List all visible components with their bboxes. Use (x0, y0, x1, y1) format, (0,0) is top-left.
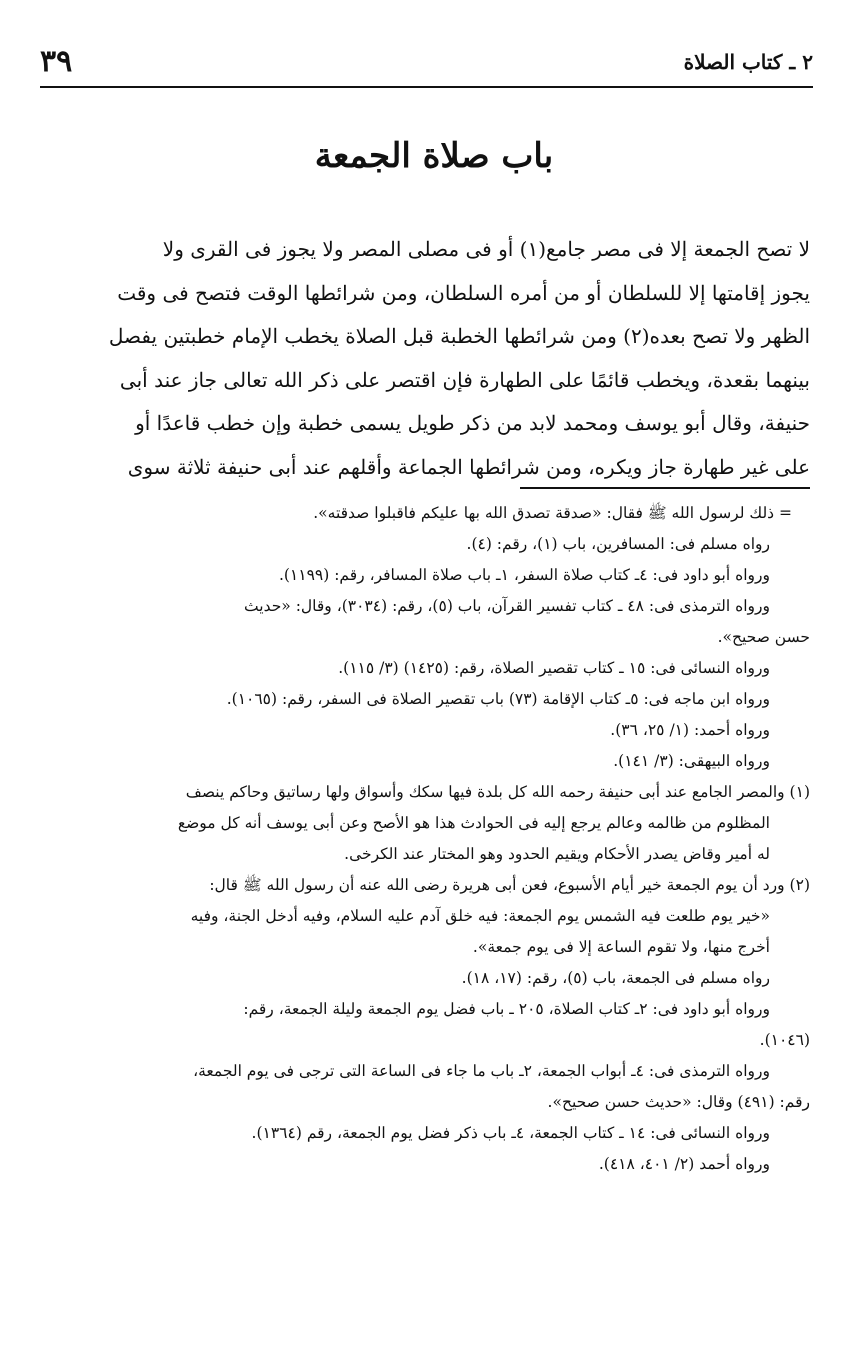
running-head: ٢ ـ كتاب الصلاة (683, 50, 813, 74)
footnote-line: رقم: (٤٩١) وقال: «حديث حسن صحيح». (547, 1093, 810, 1111)
footnote-line: ورواه أبو داود فى: ٤ـ كتاب صلاة السفر، ١ـ باب صلاة المسافر، رقم: (١١٩٩). (278, 566, 770, 584)
footnote-line: = ذلك لرسول الله ﷺ فقال: «صدقة تصدق الله بها عليكم فاقبلوا صدقته». (313, 504, 792, 522)
footnote-line: حسن صحيح». (717, 628, 810, 646)
body-line: لا تصح الجمعة إلا فى مصر جامع(١) أو فى مصلى المصر ولا يجوز فى القرى ولا (162, 237, 810, 261)
footnotes (50, 498, 810, 1180)
page-number: ٣٩ (40, 44, 73, 79)
footnote-line: ورواه أحمد: (١/ ٢٥، ٣٦). (610, 721, 770, 739)
chapter-title: باب صلاة الجمعة (314, 136, 554, 176)
footnote-line: رواه مسلم فى: المسافرين، باب (١)، رقم: (٤). (466, 535, 770, 553)
main-text (50, 228, 810, 490)
footnote-line: ورواه أحمد (٢/ ٤٠١، ٤١٨). (598, 1155, 770, 1173)
footnote-line: «خير يوم طلعت فيه الشمس يوم الجمعة: فيه خلق آدم عليه السلام، وفيه أدخل الجنة، وفيه (190, 907, 770, 925)
footnote-line: ورواه الترمذى فى: ٤ـ أبواب الجمعة، ٢ـ باب ما جاء فى الساعة التى ترجى فى يوم الجمعة، (193, 1062, 770, 1080)
footnote-line: (١٠٤٦). (759, 1031, 810, 1049)
footnote-line: ورواه أبو داود فى: ٢ـ كتاب الصلاة، ٢٠٥ ـ باب فضل يوم الجمعة وليلة الجمعة، رقم: (243, 1000, 770, 1018)
footnote-line: ورواه النسائى فى: ١٤ ـ كتاب الجمعة، ٤ـ باب ذكر فضل يوم الجمعة، رقم (١٣٦٤). (251, 1124, 770, 1142)
footnote-line: رواه مسلم فى الجمعة، باب (٥)، رقم: (١٧، ١٨). (461, 969, 770, 987)
footnote-line: ورواه النسائى فى: ١٥ ـ كتاب تقصير الصلاة، رقم: (١٤٢٥) (٣/ ١١٥). (338, 659, 770, 677)
page-header (40, 40, 813, 88)
body-line: الظهر ولا تصح بعده(٢) ومن شرائطها الخطبة قبل الصلاة يخطب الإمام خطبتين يفصل (108, 324, 810, 349)
footnote-line: ورواه البيهقى: (٣/ ١٤١). (613, 752, 770, 770)
body-line: يجوز إقامتها إلا للسلطان أو من أمره السلطان، ومن شرائطها الوقت فتصح فى وقت (117, 280, 810, 305)
footnote-line: ورواه الترمذى فى: ٤٨ ـ كتاب تفسير القرآن، باب (٥)، رقم: (٣٠٣٤)، وقال: «حديث (244, 597, 770, 615)
footnote-separator (520, 487, 810, 489)
footnote-line: (٢) ورد أن يوم الجمعة خير أيام الأسبوع، فعن أبى هريرة رضى الله عنه أن رسول الله ﷺ قال: (209, 876, 810, 894)
body-line: بينهما بقعدة، ويخطب قائمًا على الطهارة فإن اقتصر على ذكر الله تعالى جاز عند أبى (119, 367, 810, 392)
footnote-line: المظلوم من ظالمه وعالم يرجع إليه فى الحوادث هذا هو الأصح وعن أبى يوسف أنه كل موضع (177, 814, 770, 832)
footnote-line: (١) والمصر الجامع عند أبى حنيفة رحمه الله كل بلدة فيها سكك وأسواق ولها رساتيق وحاكم ينصف (185, 783, 810, 801)
footnote-line: له أمير وقاض يصدر الأحكام ويقيم الحدود وهو المختار عند الكرخى. (344, 845, 770, 863)
footnote-line: أخرج منها، ولا تقوم الساعة إلا فى يوم جمعة». (472, 938, 770, 956)
footnote-line: ورواه ابن ماجه فى: ٥ـ كتاب الإقامة (٧٣) باب تقصير الصلاة فى السفر، رقم: (١٠٦٥). (226, 690, 770, 708)
body-line: حنيفة، وقال أبو يوسف ومحمد لابد من ذكر طويل يسمى خطبة وإن خطب قاعدًا أو (135, 411, 810, 436)
body-line: على غير طهارة جاز ويكره، ومن شرائطها الجماعة وأقلهم عند أبى حنيفة ثلاثة سوى (127, 454, 810, 479)
